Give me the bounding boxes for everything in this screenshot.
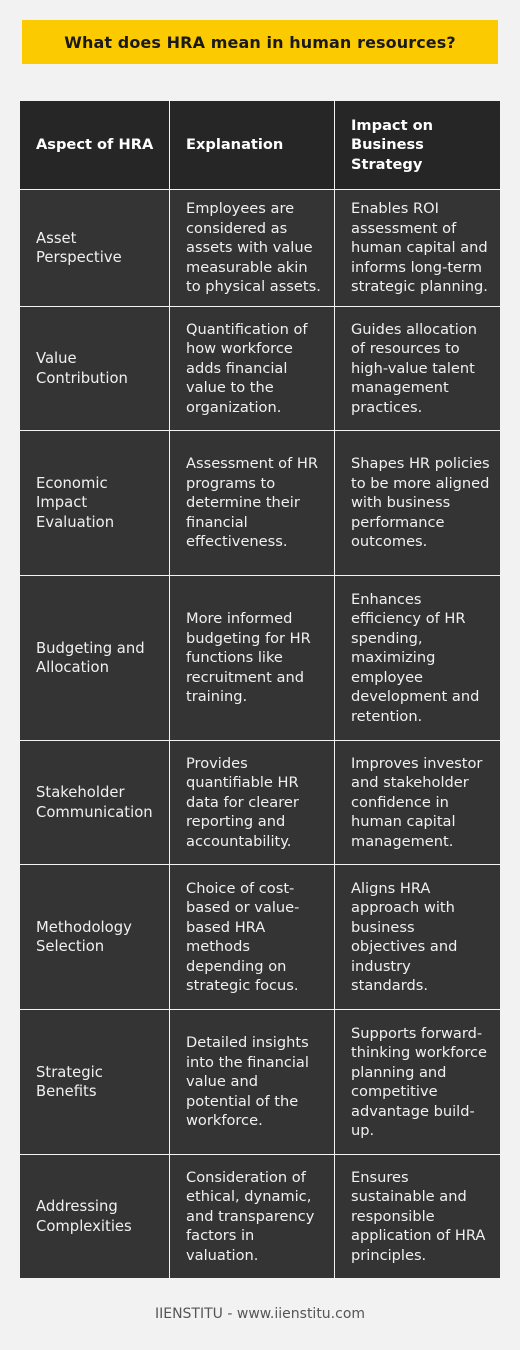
- table-row: [20, 431, 500, 576]
- explanation-cell: Quantification of how workforce adds financial value to the organization.: [170, 307, 335, 431]
- column-header-aspect: Aspect of HRA: [20, 101, 170, 190]
- aspect-cell: Addressing Complexities: [20, 1155, 170, 1279]
- title-banner: [22, 20, 498, 64]
- table-row: [20, 576, 500, 741]
- impact-cell: Aligns HRA approach with business objectives and industry standards.: [335, 865, 500, 1010]
- column-header-explanation: Explanation: [170, 101, 335, 190]
- page-title: What does HRA mean in human resources?: [64, 32, 456, 52]
- aspect-cell: Budgeting and Allocation: [20, 576, 170, 741]
- table-row: [20, 865, 500, 1010]
- explanation-cell: Detailed insights into the financial value and potential of the workforce.: [170, 1010, 335, 1155]
- impact-cell: Shapes HR policies to be more aligned with business performance outcomes.: [335, 431, 500, 576]
- hra-table: [20, 101, 500, 1279]
- aspect-cell: Methodology Selection: [20, 865, 170, 1010]
- impact-cell: Improves investor and stakeholder confidence in human capital management.: [335, 741, 500, 865]
- explanation-cell: Consideration of ethical, dynamic, and transparency factors in valuation.: [170, 1155, 335, 1279]
- impact-cell: Enhances efficiency of HR spending, maximizing employee development and retention.: [335, 576, 500, 741]
- table-row: [20, 1155, 500, 1279]
- impact-cell: Ensures sustainable and responsible application of HRA principles.: [335, 1155, 500, 1279]
- explanation-cell: Choice of cost-based or value-based HRA methods depending on strategic focus.: [170, 865, 335, 1010]
- table-row: [20, 307, 500, 431]
- footer-credit: IIENSTITU - www.iienstitu.com: [154, 1306, 366, 1322]
- aspect-cell: Value Contribution: [20, 307, 170, 431]
- explanation-cell: Assessment of HR programs to determine their financial effectiveness.: [170, 431, 335, 576]
- aspect-cell: Stakeholder Communication: [20, 741, 170, 865]
- impact-cell: Supports forward-thinking workforce planning and competitive advantage build-up.: [335, 1010, 500, 1155]
- column-header-impact: Impact on Business Strategy: [335, 101, 500, 190]
- explanation-cell: Provides quantifiable HR data for clearer reporting and accountability.: [170, 741, 335, 865]
- aspect-cell: Asset Perspective: [20, 190, 170, 307]
- aspect-cell: Economic Impact Evaluation: [20, 431, 170, 576]
- explanation-cell: More informed budgeting for HR functions like recruitment and training.: [170, 576, 335, 741]
- table-row: [20, 1010, 500, 1155]
- hra-table-container: [20, 101, 500, 1279]
- table-row: [20, 741, 500, 865]
- table-row: [20, 190, 500, 307]
- impact-cell: Enables ROI assessment of human capital and informs long-term strategic planning.: [335, 190, 500, 307]
- explanation-cell: Employees are considered as assets with value measurable akin to physical assets.: [170, 190, 335, 307]
- aspect-cell: Strategic Benefits: [20, 1010, 170, 1155]
- impact-cell: Guides allocation of resources to high-value talent management practices.: [335, 307, 500, 431]
- table-header-row: [20, 101, 500, 190]
